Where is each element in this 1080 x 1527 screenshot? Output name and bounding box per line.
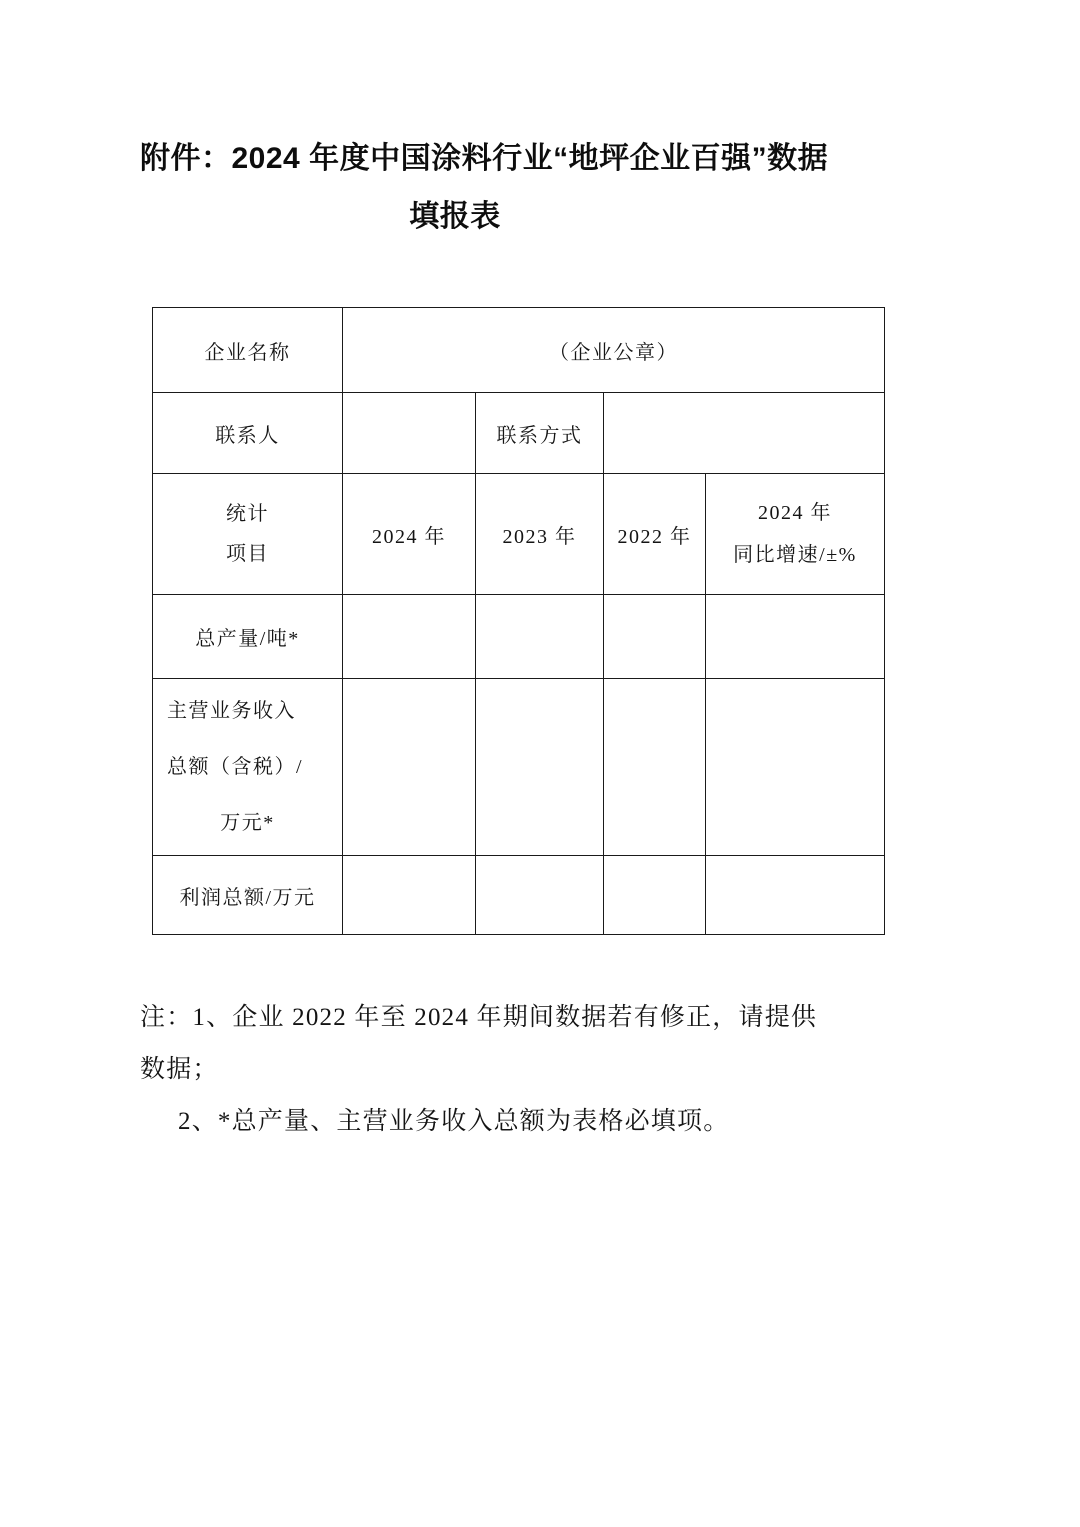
label-main-revenue-line1: 主营业务收入	[167, 700, 296, 722]
input-total-output-2023[interactable]	[476, 595, 604, 679]
input-main-revenue-2023[interactable]	[476, 679, 604, 856]
label-total-output: 总产量/吨*	[153, 595, 343, 679]
label-main-revenue	[153, 679, 343, 856]
title-line-1: 附件：2024 年度中国涂料行业“地坪企业百强”数据	[140, 142, 829, 175]
input-total-profit-growth[interactable]	[706, 856, 885, 935]
note-line-3: 2、*总产量、主营业务收入总额为表格必填项。	[178, 1108, 730, 1135]
header-year-2023: 2023 年	[476, 474, 604, 595]
header-year-2024: 2024 年	[343, 474, 476, 595]
header-growth-rate-line1: 2024 年	[758, 502, 832, 524]
label-contact-person: 联系人	[153, 393, 343, 474]
note-line-1: 注：1、企业 2022 年至 2024 年期间数据若有修正，请提供	[140, 1004, 818, 1031]
input-total-output-growth[interactable]	[706, 595, 885, 679]
table-row-total-profit	[153, 856, 885, 935]
table-row-company-name	[153, 308, 885, 393]
label-total-profit: 利润总额/万元	[153, 856, 343, 935]
header-statistic-item-line1: 统计	[226, 503, 269, 525]
table-row-total-output	[153, 595, 885, 679]
input-main-revenue-2024[interactable]	[343, 679, 476, 856]
input-total-profit-2024[interactable]	[343, 856, 476, 935]
form-notes	[140, 992, 940, 1148]
label-main-revenue-line2: 总额（含税）/	[167, 756, 304, 778]
input-total-profit-2022[interactable]	[604, 856, 706, 935]
input-contact-method[interactable]	[604, 393, 885, 474]
header-statistic-item-line2: 项目	[226, 543, 269, 565]
input-total-profit-2023[interactable]	[476, 856, 604, 935]
label-main-revenue-line3: 万元*	[220, 812, 275, 834]
input-total-output-2022[interactable]	[604, 595, 706, 679]
input-company-name[interactable]: （企业公章）	[343, 308, 885, 393]
header-growth-rate	[706, 474, 885, 595]
label-company-name: 企业名称	[153, 308, 343, 393]
input-contact-person[interactable]	[343, 393, 476, 474]
header-growth-rate-line2: 同比增速/±%	[733, 544, 857, 566]
table-row-main-revenue	[153, 679, 885, 856]
table-header-row	[153, 474, 885, 595]
header-year-2022: 2022 年	[604, 474, 706, 595]
input-main-revenue-growth[interactable]	[706, 679, 885, 856]
header-statistic-item	[153, 474, 343, 595]
input-main-revenue-2022[interactable]	[604, 679, 706, 856]
document-title	[140, 138, 940, 238]
title-line-2: 填报表	[409, 200, 501, 233]
table-row-contact	[153, 393, 885, 474]
input-total-output-2024[interactable]	[343, 595, 476, 679]
label-contact-method: 联系方式	[476, 393, 604, 474]
data-entry-form-table	[152, 307, 885, 935]
note-line-2: 数据；	[140, 1056, 219, 1083]
